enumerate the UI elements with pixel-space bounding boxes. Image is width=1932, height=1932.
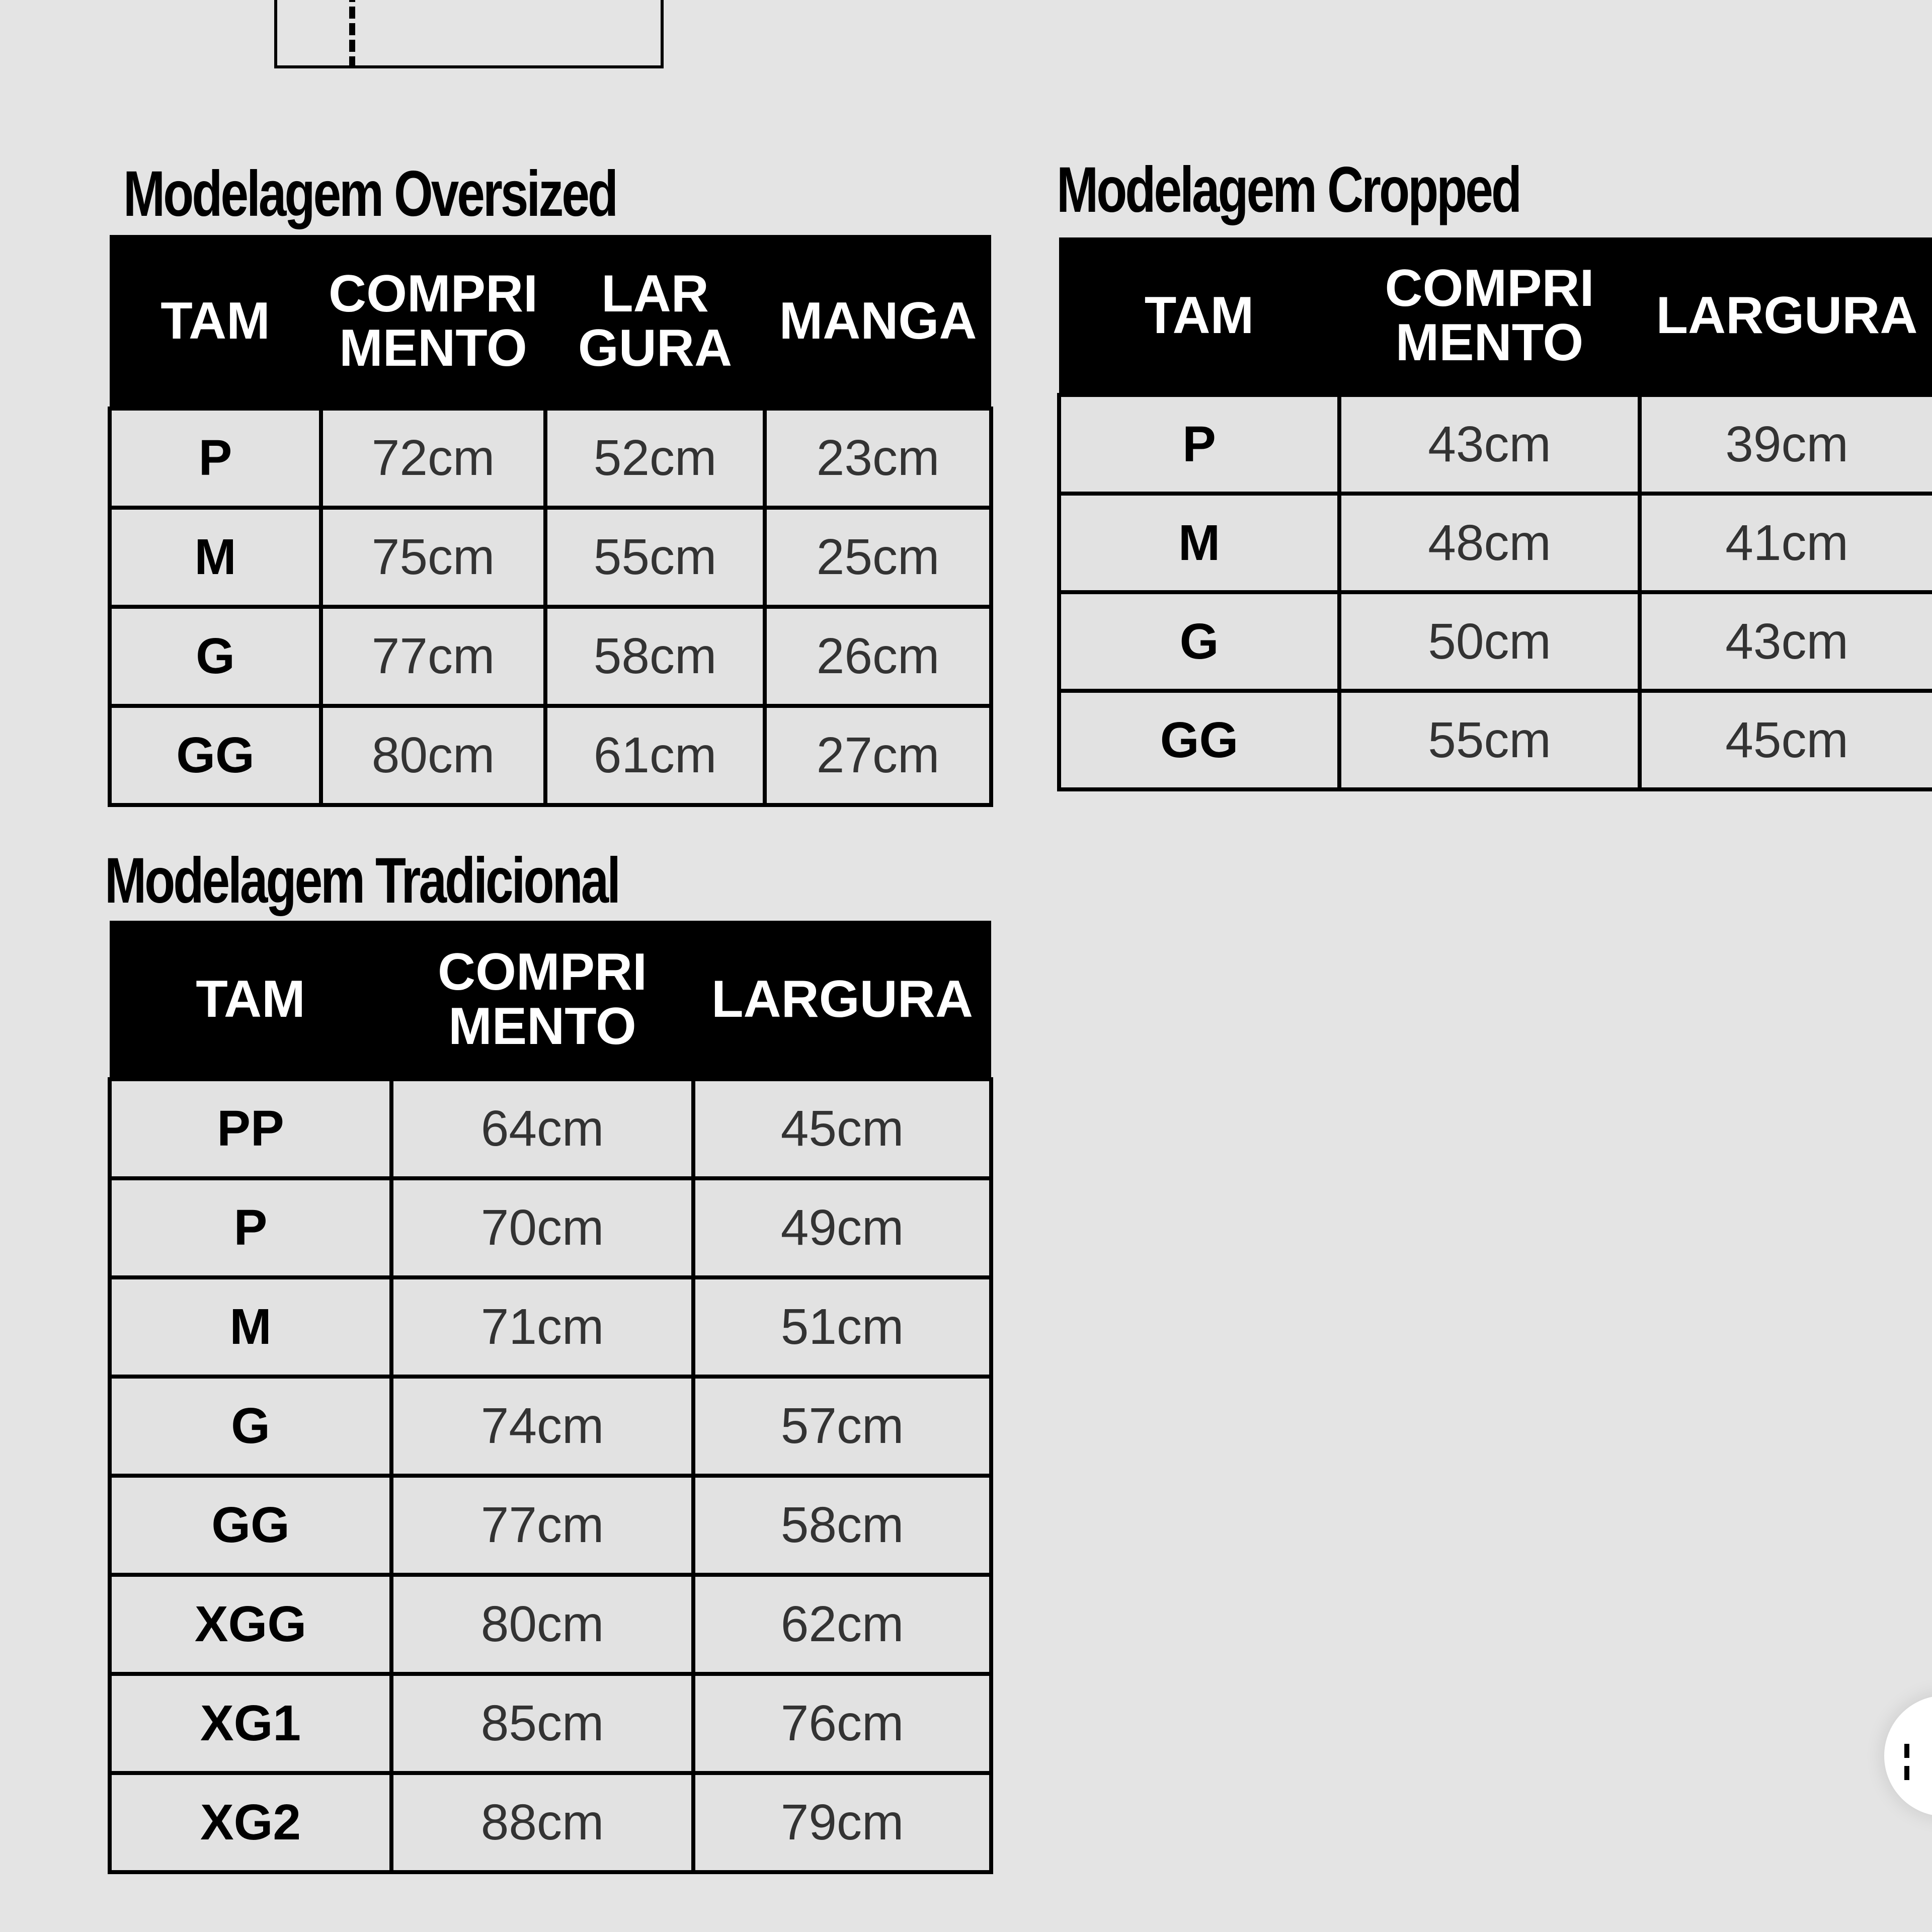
manga-cell: 25cm	[765, 508, 991, 607]
table-row	[1059, 494, 1932, 592]
largura-cell: 57cm	[693, 1377, 991, 1476]
header-tam: TAM	[110, 235, 321, 409]
manga-cell: 26cm	[765, 607, 991, 706]
comprimento-cell: 74cm	[391, 1377, 693, 1476]
largura-cell: 79cm	[693, 1773, 991, 1872]
comprimento-cell: 64cm	[391, 1079, 693, 1178]
largura-cell: 45cm	[693, 1079, 991, 1178]
table-row	[1059, 592, 1932, 691]
table-row	[110, 1773, 991, 1872]
diagram-dashed-line	[349, 0, 355, 68]
header-largura: LARGURA	[1640, 237, 1932, 395]
size-cell: G	[110, 607, 321, 706]
cropped-title: Modelagem Cropped	[1057, 154, 1520, 226]
largura-cell: 76cm	[693, 1674, 991, 1773]
measurement-diagram	[274, 0, 664, 68]
size-cell: P	[110, 1178, 391, 1277]
largura-cell: 61cm	[545, 706, 765, 805]
table-row	[110, 1178, 991, 1277]
largura-cell: 43cm	[1640, 592, 1932, 691]
header-tam: TAM	[1059, 237, 1339, 395]
table-row	[1059, 691, 1932, 789]
size-cell: XGG	[110, 1575, 391, 1674]
size-cell: GG	[110, 706, 321, 805]
manga-cell: 23cm	[765, 409, 991, 508]
largura-cell: 41cm	[1640, 494, 1932, 592]
comprimento-cell: 48cm	[1339, 494, 1640, 592]
size-cell: M	[1059, 494, 1339, 592]
tradicional-size-table	[108, 921, 993, 1874]
cropped-size-table	[1057, 237, 1932, 791]
largura-cell: 49cm	[693, 1178, 991, 1277]
largura-cell: 58cm	[693, 1476, 991, 1575]
size-cell: G	[1059, 592, 1339, 691]
size-cell: GG	[1059, 691, 1339, 789]
chat-widget-button[interactable]	[1884, 1696, 1932, 1816]
comprimento-cell: 80cm	[391, 1575, 693, 1674]
comprimento-cell: 71cm	[391, 1277, 693, 1377]
size-cell: M	[110, 1277, 391, 1377]
tradicional-title: Modelagem Tradicional	[105, 845, 619, 917]
table-header-row	[110, 921, 991, 1079]
header-largura: LARGURA	[693, 921, 991, 1079]
header-comprimento: COMPRI MENTO	[321, 235, 545, 409]
largura-cell: 62cm	[693, 1575, 991, 1674]
manga-cell: 27cm	[765, 706, 991, 805]
largura-cell: 39cm	[1640, 395, 1932, 494]
largura-cell: 52cm	[545, 409, 765, 508]
header-comprimento: COMPRI MENTO	[391, 921, 693, 1079]
size-cell: PP	[110, 1079, 391, 1178]
table-row	[110, 706, 991, 805]
largura-cell: 55cm	[545, 508, 765, 607]
table-row	[110, 409, 991, 508]
comprimento-cell: 72cm	[321, 409, 545, 508]
largura-cell: 51cm	[693, 1277, 991, 1377]
comprimento-cell: 55cm	[1339, 691, 1640, 789]
comprimento-cell: 85cm	[391, 1674, 693, 1773]
comprimento-cell: 43cm	[1339, 395, 1640, 494]
size-cell: XG2	[110, 1773, 391, 1872]
oversized-size-table	[108, 235, 993, 807]
size-cell: P	[1059, 395, 1339, 494]
table-row	[110, 1277, 991, 1377]
table-header-row	[1059, 237, 1932, 395]
largura-cell: 45cm	[1640, 691, 1932, 789]
comprimento-cell: 50cm	[1339, 592, 1640, 691]
size-cell: P	[110, 409, 321, 508]
comprimento-cell: 77cm	[321, 607, 545, 706]
table-row	[1059, 395, 1932, 494]
oversized-title: Modelagem Oversized	[123, 158, 617, 230]
table-row	[110, 1476, 991, 1575]
largura-cell: 58cm	[545, 607, 765, 706]
table-row	[110, 1079, 991, 1178]
comprimento-cell: 80cm	[321, 706, 545, 805]
header-comprimento: COMPRI MENTO	[1339, 237, 1640, 395]
header-tam: TAM	[110, 921, 391, 1079]
comprimento-cell: 75cm	[321, 508, 545, 607]
table-header-row	[110, 235, 991, 409]
table-row	[110, 607, 991, 706]
comprimento-cell: 88cm	[391, 1773, 693, 1872]
table-row	[110, 508, 991, 607]
size-cell: GG	[110, 1476, 391, 1575]
size-cell: M	[110, 508, 321, 607]
size-cell: G	[110, 1377, 391, 1476]
header-largura: LAR GURA	[545, 235, 765, 409]
comprimento-cell: 77cm	[391, 1476, 693, 1575]
table-row	[110, 1377, 991, 1476]
size-cell: XG1	[110, 1674, 391, 1773]
table-row	[110, 1674, 991, 1773]
header-manga: MANGA	[765, 235, 991, 409]
table-row	[110, 1575, 991, 1674]
comprimento-cell: 70cm	[391, 1178, 693, 1277]
